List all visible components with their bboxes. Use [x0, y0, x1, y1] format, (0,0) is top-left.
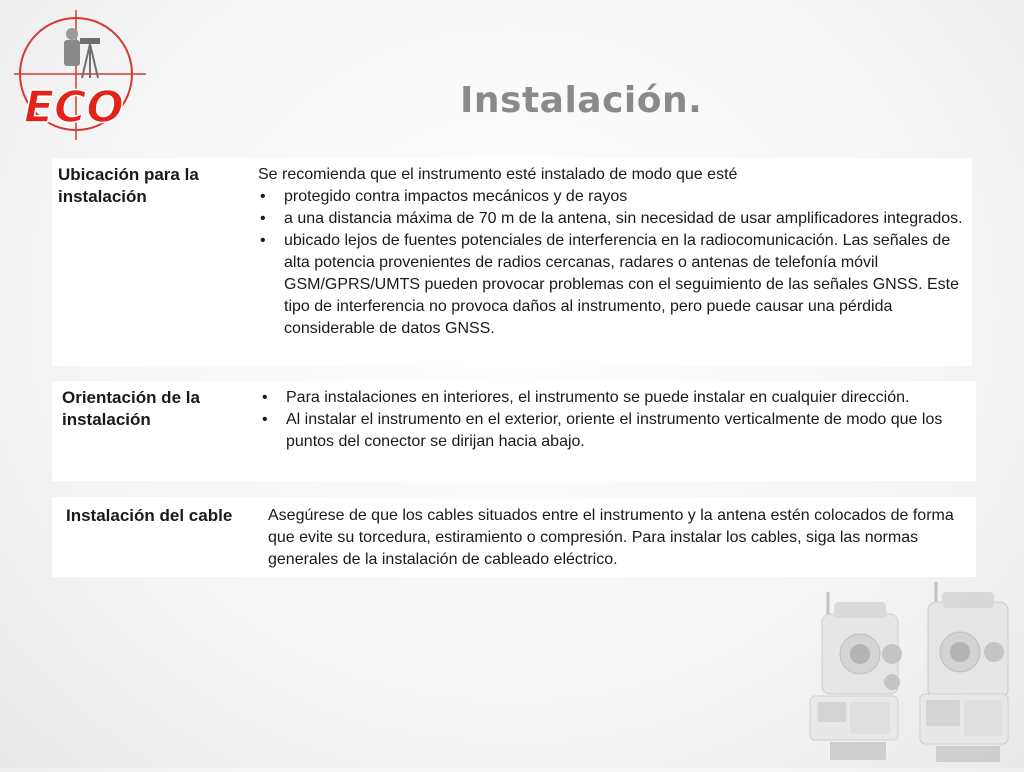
bullet-list	[258, 186, 964, 340]
section-cable	[52, 497, 976, 577]
section-heading: Orientación de la instalación	[62, 388, 200, 429]
section-heading: Ubicación para la instalación	[58, 165, 199, 206]
list-item: • Al instalar el instrumento en el exterior, oriente el instrumento verticalmente de modo que los puntos del conector se dirijan hacia abajo.	[260, 409, 960, 453]
section-location	[52, 158, 972, 366]
logo-text: ECO	[24, 82, 124, 133]
list-item: • protegido contra impactos mecánicos y de rayos	[258, 186, 964, 208]
section-body: Asegúrese de que los cables situados entre el instrumento y la antena estén colocados de forma que evite su torcedura, estiramiento o compresión. Para instalar los cables, siga las normas generales de la instalación de cableado eléctrico.	[268, 507, 954, 568]
bullet-list	[260, 387, 960, 453]
section-body	[260, 387, 960, 453]
list-item: • Para instalaciones en interiores, el instrumento se puede instalar en cualquier dirección.	[260, 387, 960, 409]
section-orientation	[52, 381, 976, 481]
section-body	[258, 164, 964, 340]
section-heading: Instalación del cable	[66, 506, 233, 525]
section-intro: Se recomienda que el instrumento esté instalado de modo que esté	[258, 166, 738, 183]
instrument-images	[800, 578, 1024, 768]
list-item: • ubicado lejos de fuentes potenciales de interferencia en la radiocomunicación. Las señales de alta potencia provenientes de radios cercanas, radares o antenas de telefonía móvil GSM/GPRS/UMTS pueden provocar problemas con el seguimiento de las señales GNSS. Este tipo de interferencia no provoca daños al instrumento, pero puede causar una pérdida considerable de datos GNSS.	[258, 230, 964, 340]
instrument-image	[920, 582, 1008, 762]
instrument-image	[810, 592, 902, 760]
eco-logo	[10, 8, 150, 148]
list-item: • a una distancia máxima de 70 m de la antena, sin necesidad de usar amplificadores integrados.	[258, 208, 964, 230]
slide-title: Instalación.	[460, 80, 703, 121]
